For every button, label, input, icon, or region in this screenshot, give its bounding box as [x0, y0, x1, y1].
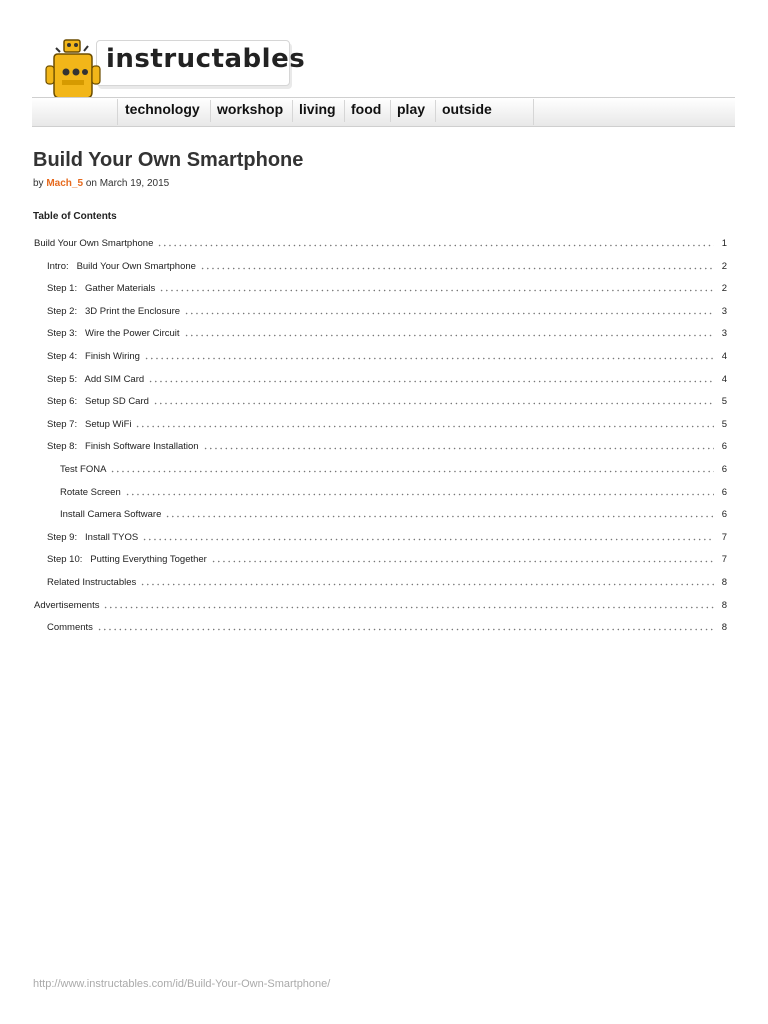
toc-entry-label: Step 7: Setup WiFi	[47, 419, 132, 430]
toc-entry[interactable]	[47, 326, 727, 340]
toc-leader-dots	[140, 583, 714, 586]
toc-entry-label: Step 5: Add SIM Card	[47, 374, 145, 385]
toc-leader-dots	[211, 560, 714, 563]
toc-leader-dots	[184, 312, 714, 315]
toc-entry-label: Step 1: Gather Materials	[47, 283, 156, 294]
toc-leader-dots	[165, 515, 714, 518]
toc-heading: Table of Contents	[33, 211, 117, 222]
toc-page-number: 6	[721, 441, 727, 452]
nav-workshop[interactable]: workshop	[210, 100, 283, 122]
toc-entry[interactable]	[47, 417, 727, 431]
toc-entry-label: Intro: Build Your Own Smartphone	[47, 261, 196, 272]
toc-page-number: 8	[721, 622, 727, 633]
toc-page-number: 5	[721, 396, 727, 407]
toc-entry[interactable]	[60, 485, 727, 499]
toc-entry-label: Step 4: Finish Wiring	[47, 351, 140, 362]
toc-entry[interactable]	[47, 552, 727, 566]
toc-leader-dots	[148, 380, 714, 383]
toc-page-number: 4	[721, 374, 727, 385]
nav-technology[interactable]: technology	[125, 101, 200, 117]
toc-entry-label: Related Instructables	[47, 577, 137, 588]
toc-leader-dots	[110, 470, 714, 473]
toc-page-number: 1	[721, 238, 727, 249]
toc-leader-dots	[142, 538, 714, 541]
toc-entry[interactable]	[47, 575, 727, 589]
toc-page-number: 7	[721, 554, 727, 565]
toc-page-number: 6	[721, 509, 727, 520]
nav-outside[interactable]: outside	[435, 100, 492, 122]
toc-entry-label: Step 10: Putting Everything Together	[47, 554, 207, 565]
toc-entry-label: Rotate Screen	[60, 487, 121, 498]
toc-entry[interactable]	[47, 372, 727, 386]
byline-prefix: by	[33, 178, 44, 189]
toc-entry-label: Advertisements	[34, 600, 100, 611]
toc-leader-dots	[97, 628, 714, 631]
toc-leader-dots	[157, 244, 714, 247]
toc-leader-dots	[159, 289, 714, 292]
toc-entry[interactable]	[47, 349, 727, 363]
toc-page-number: 3	[721, 306, 727, 317]
page-title: Build Your Own Smartphone	[33, 149, 304, 171]
toc-entry[interactable]	[47, 281, 727, 295]
toc-leader-dots	[200, 267, 714, 270]
nav-play[interactable]: play	[390, 100, 425, 122]
site-header	[0, 0, 768, 130]
toc-entry[interactable]	[34, 236, 727, 250]
toc-entry[interactable]	[47, 530, 727, 544]
toc-entry[interactable]	[47, 394, 727, 408]
toc-entry-label: Install Camera Software	[60, 509, 162, 520]
toc-page-number: 6	[721, 464, 727, 475]
toc-leader-dots	[153, 402, 714, 405]
toc-entry[interactable]	[60, 507, 727, 521]
toc-entry-label: Step 6: Setup SD Card	[47, 396, 149, 407]
toc-leader-dots	[203, 447, 714, 450]
toc-entry-label: Test FONA	[60, 464, 107, 475]
toc-page-number: 4	[721, 351, 727, 362]
toc-leader-dots	[103, 606, 714, 609]
toc-page-number: 7	[721, 532, 727, 543]
author-link[interactable]: Mach_5	[46, 178, 84, 189]
site-logo-text[interactable]: instructables	[106, 44, 306, 74]
toc-entry[interactable]	[47, 620, 727, 634]
toc-leader-dots	[184, 334, 714, 337]
toc-entry[interactable]	[60, 462, 727, 476]
toc-entry-label: Comments	[47, 622, 93, 633]
publish-date: on March 19, 2015	[85, 178, 170, 189]
toc-entry[interactable]	[47, 304, 727, 318]
toc-page-number: 8	[721, 577, 727, 588]
toc-leader-dots	[144, 357, 714, 360]
toc-entry-label: Step 9: Install TYOS	[47, 532, 139, 543]
toc-entry-label: Build Your Own Smartphone	[34, 238, 154, 249]
toc-leader-dots	[135, 425, 714, 428]
toc-entry[interactable]	[34, 598, 727, 612]
toc-page-number: 6	[721, 487, 727, 498]
toc-page-number: 8	[721, 600, 727, 611]
toc-page-number: 3	[721, 328, 727, 339]
nav-living[interactable]: living	[292, 100, 336, 122]
nav-separator	[533, 99, 534, 125]
toc-page-number: 2	[721, 261, 727, 272]
toc-entry-label: Step 8: Finish Software Installation	[47, 441, 199, 452]
toc-page-number: 2	[721, 283, 727, 294]
nav-separator	[117, 99, 118, 125]
byline	[33, 178, 169, 189]
toc-entry[interactable]	[47, 439, 727, 453]
nav-food[interactable]: food	[344, 100, 381, 122]
toc-entry-label: Step 3: Wire the Power Circuit	[47, 328, 180, 339]
footer-url[interactable]: http://www.instructables.com/id/Build-Your-Own-Smartphone/	[33, 978, 331, 990]
toc-entry[interactable]	[47, 259, 727, 273]
toc-page-number: 5	[721, 419, 727, 430]
toc-leader-dots	[125, 493, 714, 496]
toc-entry-label: Step 2: 3D Print the Enclosure	[47, 306, 181, 317]
